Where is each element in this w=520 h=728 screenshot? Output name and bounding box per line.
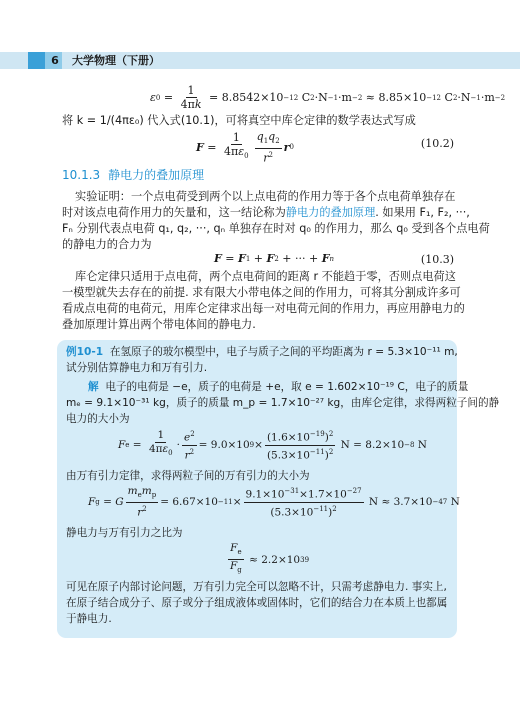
formula-superposition: F = F 1 + F 2 + ··· + F n — [214, 252, 335, 265]
equation-number-10-2: (10.2) — [420, 137, 454, 150]
equation-number-10-3: (10.3) — [420, 253, 454, 266]
formula-fg: F g = G $\frac{m_em_p}{r^2}$ = 6.67×10 −11 × $\frac{9.1\times 10^{-31}\times 1.7\times 10^{-27}}{(5.3\times 10^{-11})^2}$ N ≈ 3.7×10 −47 N — [88, 485, 460, 519]
paragraph-line — [62, 206, 470, 220]
formula-coulomb-vacuum: F = $\frac{1}{4\pi\varepsilon_0}$ $\frac{q_1q_2}{r^2}$ r 0 — [196, 130, 294, 165]
solution-line: 电力的大小为 — [66, 413, 130, 425]
formula-ratio: $\frac{F_e}{F_g}$ ≈ 2.2×10 39 — [230, 542, 310, 575]
solution-label: 解 — [88, 381, 99, 393]
paragraph-line: 实验证明：一个点电荷受到两个以上点电荷的作用力等于各个点电荷单独存在 — [75, 190, 456, 203]
paragraph-line: 看成点电荷的电荷元，用库仑定律求出每一对电荷元间的作用力，再应用静电力的 — [62, 302, 465, 315]
paragraph-line: 库仑定律只适用于点电荷，两个点电荷间的距离 r 不能趋于零，否则点电荷这 — [75, 270, 456, 283]
section-title-text: 静电力的叠加原理 — [108, 168, 205, 182]
section-number: 10.1.3 — [62, 168, 101, 182]
example-label: 例10-1 — [66, 346, 104, 358]
text-line-k: 将 k = 1/(4πε₀) 代入式(10.1)，可将真空中库仑定律的数学表达式写成 — [62, 114, 416, 127]
formula-fe: F e = $\frac{1}{4\pi\varepsilon_0}$ · $\frac{e^2}{r^2}$ = 9.0×10 9 × $\frac{(1.6\times 10^{-19})^2}{(5.3\times 10^{-11})^2}$ N = 8.2×10 −8 N — [118, 429, 427, 461]
example-question-text: 在氢原子的玻尔模型中，电子与质子之间的平均距离为 r = 5.3×10⁻¹¹ m, — [109, 346, 458, 358]
section-title — [62, 166, 204, 183]
paragraph-text: 时对该点电荷作用力的矢量和，这一结论称为 — [62, 206, 286, 219]
solution-line: mₑ = 9.1×10⁻³¹ kg，质子的质量 m_p = 1.7×10⁻²⁷ kg，由库仑定律，求得两粒子间的静 — [66, 397, 500, 409]
conclusion-line: 可见在原子内部讨论问题，万有引力完全可以忽略不计，只需考虑静电力. 事实上, — [66, 581, 447, 593]
paragraph-line: 一模型就失去存在的前提. 求有限大小带电体之间的作用力，可将其分割成许多可 — [62, 286, 461, 299]
paragraph-line: 叠加原理计算出两个带电体间的静电力. — [62, 318, 256, 331]
solution-line: 静电力与万有引力之比为 — [66, 527, 183, 539]
conclusion-line: 于静电力. — [66, 613, 112, 625]
paragraph-line: 的静电力的合力为 — [62, 238, 152, 251]
paragraph-text: . 如果用 F₁, F₂, ···, — [375, 206, 470, 219]
formula-eps0: ε 0 = $\frac{1}{4\pi k}$ = 8.8542×10 −12 C 2 ·N −1 ·m −2 ≈ 8.85×10 −12 C 2 ·N −1 ·m −2 — [150, 84, 506, 111]
example-question-line: 试分别估算静电力和万有引力. — [66, 362, 208, 374]
solution-line: 由万有引力定律，求得两粒子间的万有引力的大小为 — [66, 470, 310, 482]
paragraph-line: Fₙ 分别代表点电荷 q₁, q₂, ···, qₙ 单独存在时对 q₀ 的作用力，那么 q₀ 受到各个点电荷 — [62, 222, 490, 235]
page-number: 6 — [51, 54, 59, 67]
solution-line — [88, 380, 468, 394]
conclusion-line: 在原子结合成分子、原子或分子组成液体或固体时，它们的结合力在本质上也都属 — [66, 597, 448, 609]
highlighted-term: 静电力的叠加原理 — [285, 206, 376, 219]
example-question-line — [66, 345, 458, 359]
solution-text: 电子的电荷是 −e，质子的电荷是 +e，取 e = 1.602×10⁻¹⁹ C，电子的质量 — [105, 381, 469, 393]
book-title: 大学物理（下册） — [72, 54, 160, 67]
page-header — [0, 0, 520, 78]
header-marker — [28, 52, 45, 69]
